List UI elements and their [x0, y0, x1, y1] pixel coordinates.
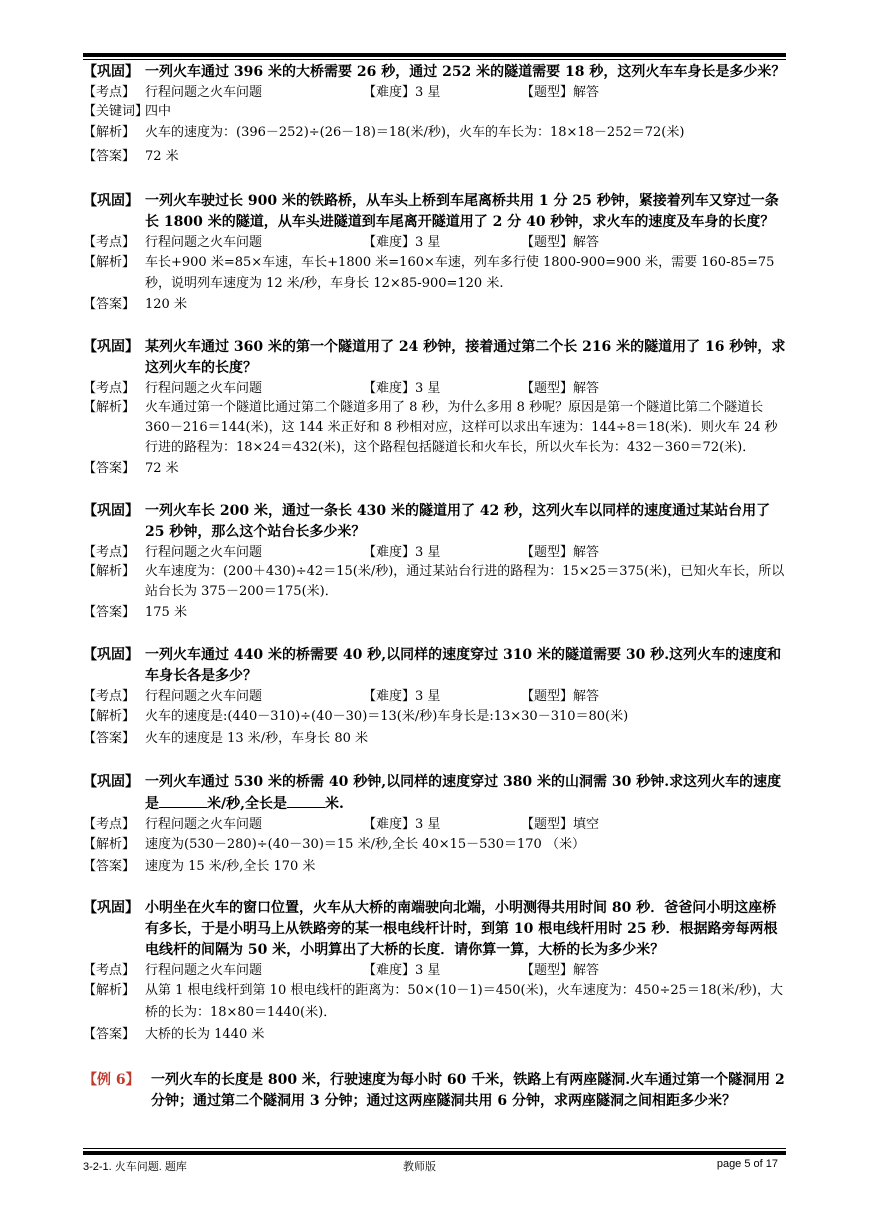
- problem-question: 【巩固】 一列火车驶过长 900 米的铁路桥，从车头上桥到车尾离桥共用 1 分 25 秒钟，紧接着列车又穿过一条长 1800 米的隧道，从车头进隧道到车尾离开隧道用了 2 分 40 秒钟，求火车的速度及车身的长度？: [83, 193, 779, 230]
- problem-answer: 【答案】 72 米: [83, 149, 179, 164]
- problem-solution: 【解析】 火车通过第一个隧道比通过第二个隧道多用了 8 秒，为什么多用 8 秒呢？原因是第一个隧道比第二个隧道长 360－216＝144(米)，这 144 米正好和 8 秒相对应，这样可以求出车速为：144÷8＝18(米)．则火车 24 秒行进的路程为：18×24＝432(米)，这个路程包括隧道长和火车长，所以火车长为：432－360＝72(米)．: [83, 400, 778, 455]
- problem-meta: 【考点】 行程问题之火车问题 【难度】3 星 【题型】解答: [83, 689, 600, 704]
- example-6: [83, 1070, 786, 1112]
- problem-solution: 【解析】 车长+900 米=85×车速，车长+1800 米=160×车速，列车多行使 1800-900=900 米，需要 160-85=75 秒，说明列车速度为 12 米/秒，车身长 12×85-900=120 米.: [83, 255, 775, 291]
- problem-question: 【巩固】 一列火车通过 530 米的桥需 40 秒钟,以同样的速度穿过 380 米的山洞需 30 秒钟.求这列火车的速度是 米/秒,全长是 米.: [83, 774, 782, 812]
- problem-2: [83, 191, 786, 337]
- problem-meta: 【考点】 行程问题之火车问题 【难度】3 星 【题型】解答: [83, 381, 600, 396]
- problem-meta: 【考点】 行程问题之火车问题 【难度】3 星 【题型】填空: [83, 817, 600, 832]
- problem-meta: 【考点】 行程问题之火车问题 【难度】3 星 【题型】解答: [83, 235, 600, 250]
- problem-answer: 【答案】 72 米: [83, 461, 179, 476]
- footer-doc-title: 3-2-1. 火车问题. 题库: [83, 1161, 187, 1173]
- problem-question: 【巩固】 某列火车通过 360 米的第一个隧道用了 24 秒钟，接着通过第二个长 216 米的隧道用了 16 秒钟，求这列火车的长度？: [83, 339, 786, 376]
- problem-answer: 【答案】 火车的速度是 13 米/秒，车身长 80 米: [83, 731, 368, 746]
- problem-meta: 【考点】 行程问题之火车问题 【难度】3 星 【题型】解答: [83, 85, 600, 100]
- problem-7: [83, 898, 786, 1070]
- page-content: [83, 62, 786, 1112]
- problem-4: [83, 501, 786, 645]
- blank-length: [287, 793, 325, 808]
- footer-page-number: page 5 of 17: [716, 1158, 778, 1170]
- problem-question: 【巩固】 小明坐在火车的窗口位置，火车从大桥的南端驶向北端，小明测得共用时间 80 秒．爸爸问小明这座桥有多长，于是小明马上从铁路旁的某一根电线杆计时，到第 10 根电线杆用时 25 秒．根据路旁每两根电线杆的间隔为 50 米，小明算出了大桥的长度．请你算一算，大桥的长为多少米？: [83, 900, 778, 958]
- problem-keyword: 【关键词】 四中: [83, 104, 172, 119]
- problem-solution: 【解析】 火车速度为：(200＋430)÷42＝15(米/秒)，通过某站台行进的路程为：15×25＝375(米)，已知火车长，所以站台长为 375－200＝175(米)．: [83, 564, 785, 599]
- header-rule-thin: [83, 59, 786, 60]
- problem-answer: 【答案】 大桥的长为 1440 米: [83, 1027, 265, 1042]
- problem-question: 【巩固】 一列火车通过 396 米的大桥需要 26 秒，通过 252 米的隧道需要 18 秒，这列火车车身长是多少米？: [83, 64, 786, 80]
- problem-5: [83, 645, 786, 772]
- problem-solution: 【解析】 从第 1 根电线杆到第 10 根电线杆的距离为：50×(10－1)＝450(米)，火车速度为：450÷25＝18(米/秒)，大桥的长为：18×80＝1440(米)．: [83, 983, 784, 1020]
- problem-1: [83, 62, 786, 191]
- problem-solution: 【解析】 火车的速度为：(396－252)÷(26－18)＝18(米/秒)，火车的车长为：18×18－252＝72(米): [83, 125, 685, 140]
- problem-6: [83, 772, 786, 898]
- header-rule-thick: [83, 53, 786, 57]
- problem-solution: 【解析】 速度为(530－280)÷(40－30)＝15 米/秒,全长 40×15－530＝170 （米）: [83, 837, 585, 852]
- problem-answer: 【答案】 175 米: [83, 605, 187, 620]
- problem-3: [83, 337, 786, 501]
- problem-meta: 【考点】 行程问题之火车问题 【难度】3 星 【题型】解答: [83, 963, 600, 978]
- footer-rule-thick: [83, 1151, 786, 1155]
- blank-speed: [159, 793, 207, 808]
- example-question: 【例 6】 一列火车的长度是 800 米，行驶速度为每小时 60 千米，铁路上有两座隧洞.火车通过第一个隧洞用 2 分钟；通过第二个隧洞用 3 分钟；通过这两座隧洞共用 6 分钟，求两座隧洞之间相距多少米？: [83, 1072, 785, 1109]
- problem-question: 【巩固】 一列火车通过 440 米的桥需要 40 秒,以同样的速度穿过 310 米的隧道需要 30 秒.这列火车的速度和车身长各是多少？: [83, 647, 782, 684]
- problem-answer: 【答案】 120 米: [83, 297, 187, 312]
- problem-meta: 【考点】 行程问题之火车问题 【难度】3 星 【题型】解答: [83, 545, 600, 560]
- problem-solution: 【解析】 火车的速度是:(440－310)÷(40－30)＝13(米/秒)车身长是:13×30－310＝80(米): [83, 709, 629, 724]
- problem-question: 【巩固】 一列火车长 200 米，通过一条长 430 米的隧道用了 42 秒，这列火车以同样的速度通过某站台用了 25 秒钟，那么这个站台长多少米？: [83, 503, 771, 540]
- problem-answer: 【答案】 速度为 15 米/秒,全长 170 米: [83, 859, 316, 874]
- footer-rule-thin: [83, 1148, 786, 1149]
- footer-edition: 教师版: [403, 1161, 436, 1173]
